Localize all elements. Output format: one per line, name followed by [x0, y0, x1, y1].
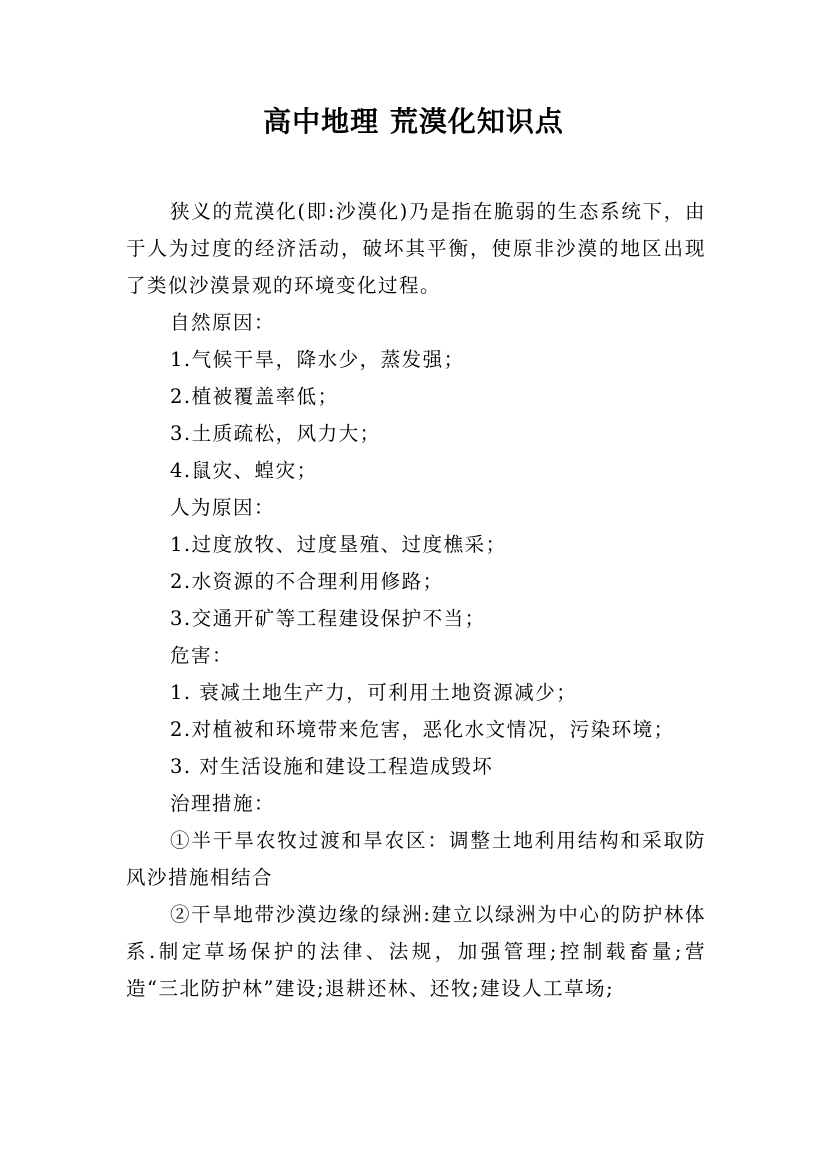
human-cause-item: 3.交通开矿等工程建设保护不当； [170, 607, 486, 630]
human-cause-item: 1.过度放牧、过度垦殖、过度樵采； [170, 533, 507, 556]
measures-heading: 治理措施： [170, 792, 276, 815]
document-body [126, 193, 706, 1007]
measure-item: ②干旱地带沙漠边缘的绿洲:建立以绿洲为中心的防护林体系.制定草场保护的法律、法规，加强管理;控制载畜量;营造“三北防护林”建设;退耕还林、还牧;建设人工草场; [126, 903, 706, 1000]
harms-heading: 危害： [170, 644, 234, 667]
natural-cause-item: 2.植被覆盖率低； [170, 385, 339, 408]
human-causes-heading: 人为原因： [170, 496, 276, 519]
human-cause-item: 2.水资源的不合理利用修路； [170, 570, 444, 593]
natural-cause-item: 1.气候干旱，降水少，蒸发强； [170, 348, 465, 371]
natural-causes-heading: 自然原因： [170, 311, 276, 334]
natural-cause-item: 4.鼠灾、蝗灾； [170, 459, 318, 482]
harm-item: 2.对植被和环境带来危害，恶化水文情况，污染环境； [170, 718, 675, 741]
intro-paragraph: 狭义的荒漠化(即:沙漠化)乃是指在脆弱的生态系统下，由于人为过度的经济活动，破坏其平衡，使原非沙漠的地区出现了类似沙漠景观的环境变化过程。 [126, 200, 706, 297]
harm-item: 3. 对生活设施和建设工程造成毁坏 [170, 755, 494, 778]
harm-item: 1. 衰减土地生产力，可利用土地资源减少； [170, 681, 578, 704]
measure-item: ①半干旱农牧过渡和旱农区：调整土地利用结构和采取防风沙措施相结合 [126, 829, 706, 889]
natural-cause-item: 3.土质疏松，风力大； [170, 422, 381, 445]
document-title: 高中地理 荒漠化知识点 [263, 105, 564, 138]
